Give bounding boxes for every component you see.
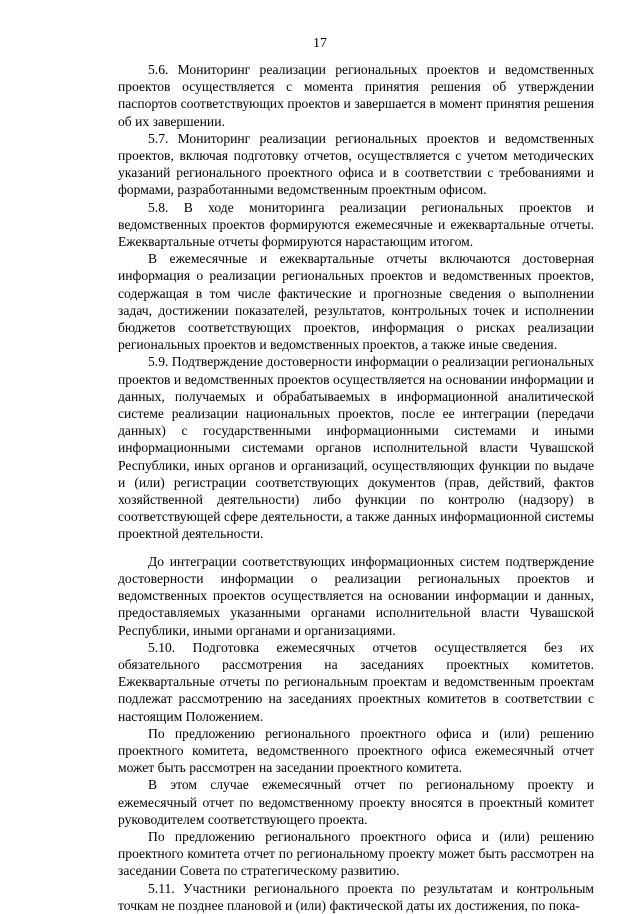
paragraph-5-10-monthly-report: По предложению регионального проектного офиса и (или) решению проектного комитета, ведомственного проектного офиса ежемесячный отчет может быть рассмотрен на заседании проектного комитета.	[118, 725, 594, 776]
paragraph-5-8: 5.8. В ходе мониторинга реализации региональных проектов и ведомственных проектов формируются ежемесячные и ежеквартальные отчеты. Ежеквартальные отчеты формируются нарастающим итогом.	[118, 199, 594, 250]
paragraph-5-9: 5.9. Подтверждение достоверности информации о реализации региональных проектов и ведомственных проектов осуществляется на основании информации и данных, получаемых и обрабатываемых в информационной аналитической системе реализации национальных проектов, после ее интеграции (передачи данных) с государственными информационными системами и иными информационными системами органов исполнительной власти Чувашской Республики, иных органов и организаций, осуществляющих функции по выдаче и (или) регистрации соответствующих документов (прав, действий, фактов хозяйственной деятельности) либо функции по контролю (надзору) в соответствующей сфере деятельности, а также данных информационной системы проектной деятельности.	[118, 354, 594, 542]
paragraph-5-6: 5.6. Мониторинг реализации региональных проектов и ведомственных проектов осуществляется с момента принятия решения об утверждении паспортов соответствующих проектов и завершается в момент принятия решения об их завершении.	[118, 62, 594, 129]
paragraph-5-9-before-integration: До интеграции соответствующих информационных систем подтверждение достоверности информации о реализации региональных проектов и ведомственных проектов осуществляется на основании информации и данных, предоставляемых указанными органами исполнительной власти Чувашской Республики, иными органами и организациями.	[118, 553, 594, 638]
paragraph-5-10-this-case: В этом случае ежемесячный отчет по региональному проекту и ежемесячный отчет по ведомственному проекту вносятся в проектный комитет руководителем соответствующего проекта.	[118, 777, 594, 827]
paragraph-5-10-strategic-council: По предложению регионального проектного офиса и (или) решению проектного комитета отчет по региональному проекту может быть рассмотрен на заседании Совета по стратегическому развитию.	[118, 828, 594, 879]
document-body	[118, 61, 594, 914]
paragraph-5-11: 5.11. Участники регионального проекта по результатам и контрольным точкам не позднее плановой и (или) фактической даты их достижения, по пока-	[118, 880, 594, 913]
paragraph-5-10: 5.10. Подготовка ежемесячных отчетов осуществляется без их обязательного рассмотрения на заседаниях проектных комитетов. Ежеквартальные отчеты по региональным проектам и ведомственным проектам подлежат рассмотрению на заседаниях проектных комитетов в соответствии с настоящим Положением.	[118, 639, 594, 724]
page-number: 17	[313, 36, 327, 51]
paragraph-5-7: 5.7. Мониторинг реализации региональных проектов и ведомственных проектов, включая подготовку отчетов, осуществляется с учетом методических указаний регионального проектного офиса и в соответствии с требованиями и формами, разработанными ведомственным проектным офисом.	[118, 130, 594, 198]
paragraph-5-8-reports-content: В ежемесячные и ежеквартальные отчеты включаются достоверная информация о реализации региональных проектов и ведомственных проектов, содержащая в том числе фактические и прогнозные сведения о выполнении задач, достижении показателей, результатов, контрольных точек и исполнении бюджетов соответствующих проектов, информация о рисках реализации региональных проектов и ведомственных проектов, а также иные сведения.	[118, 251, 594, 353]
